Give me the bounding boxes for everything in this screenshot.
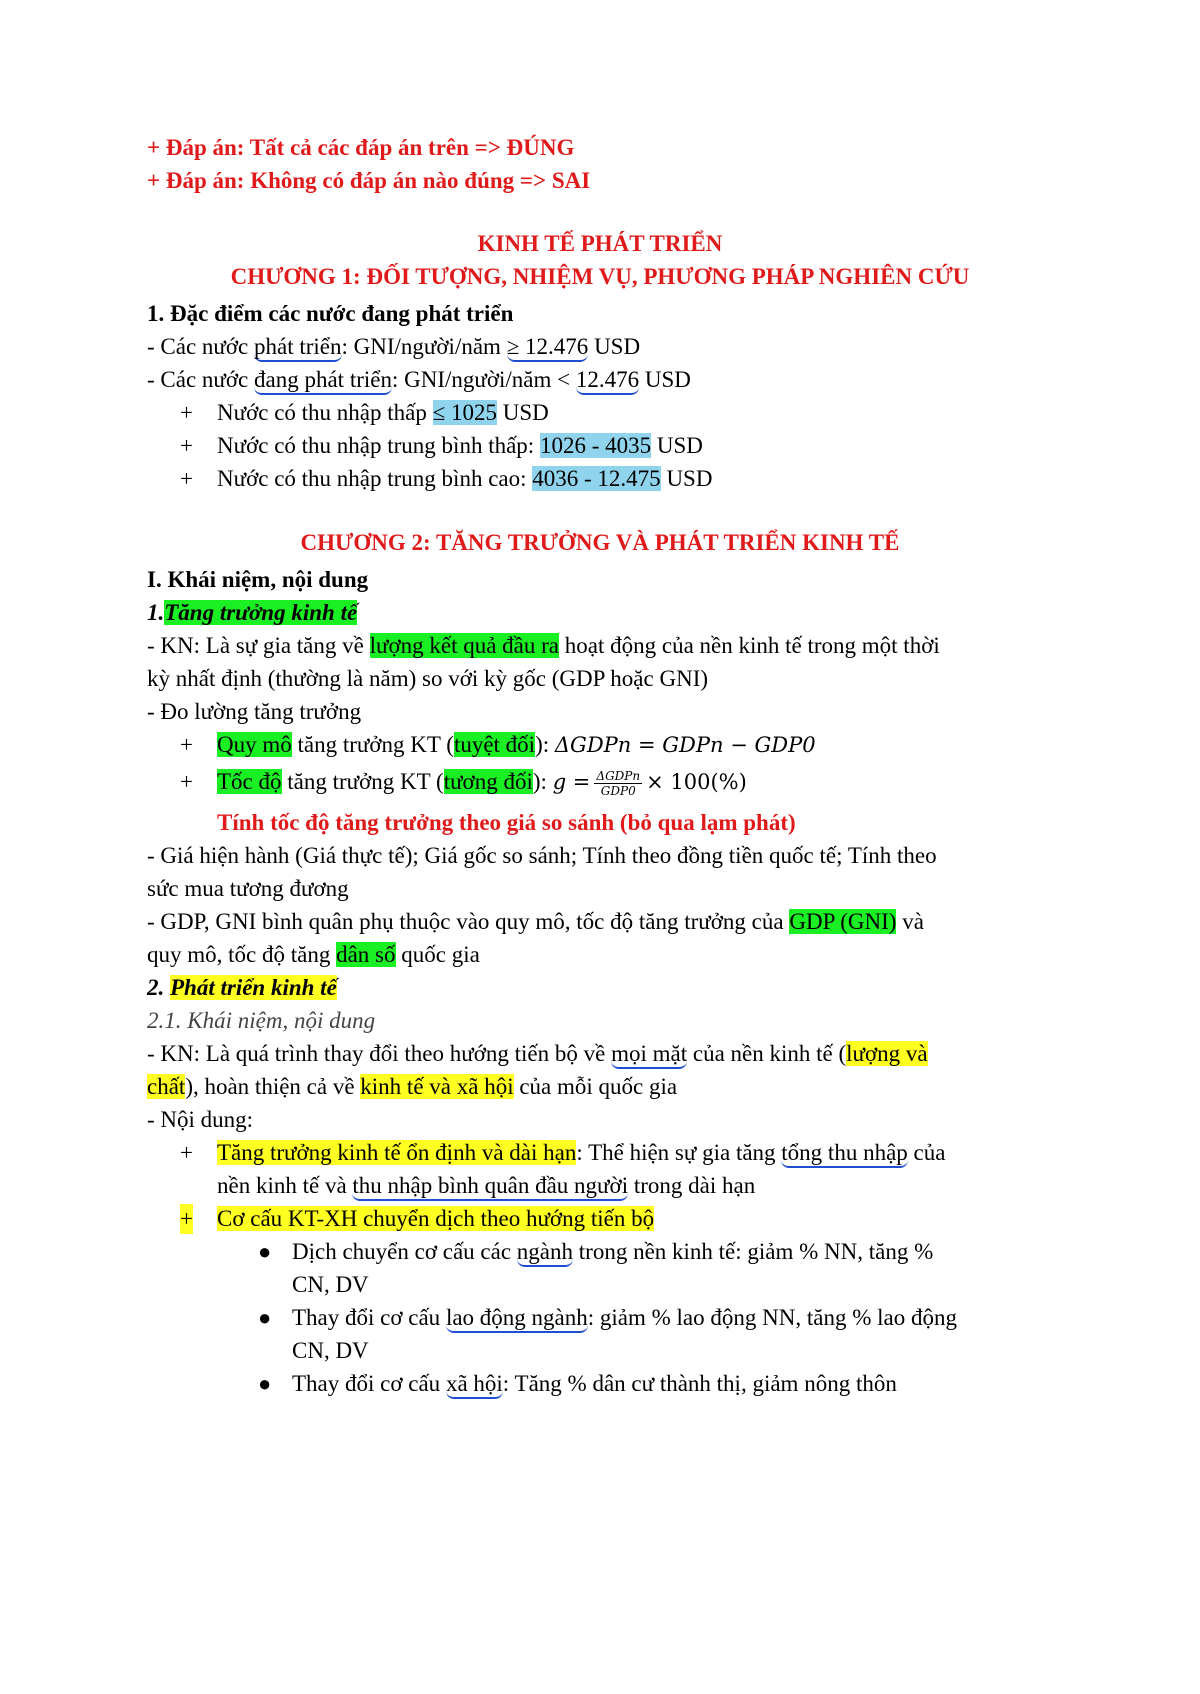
highlight: GDP (GNI) bbox=[789, 909, 897, 934]
underlined-term: tổng thu nhập bbox=[781, 1140, 908, 1168]
bullet-icon: ● bbox=[258, 1371, 272, 1396]
underlined-term: thu nhập bình quân đầu người bbox=[352, 1173, 628, 1201]
text: Nước có thu nhập thấp bbox=[217, 400, 433, 425]
plus-icon: + bbox=[180, 400, 193, 425]
text: và bbox=[896, 909, 924, 934]
text: USD bbox=[651, 433, 703, 458]
text: : Thể hiện sự gia tăng bbox=[576, 1140, 782, 1165]
fraction-numerator: ΔGDPn bbox=[596, 769, 641, 784]
text: - KN: Là quá trình thay đổi theo hướng tiến bộ về bbox=[147, 1041, 612, 1066]
stable-growth-line2 bbox=[217, 1171, 755, 1201]
text: quy mô, tốc độ tăng bbox=[147, 942, 337, 967]
text: : Tăng % dân cư thành thị, giảm nông thôn bbox=[502, 1371, 897, 1396]
highlight: dân số bbox=[336, 942, 396, 967]
rate-growth-line bbox=[217, 762, 747, 802]
formula: ΔGDPn = GDPn − GDP0 bbox=[554, 733, 816, 757]
text: hoạt động của nền kinh tế trong một thời bbox=[559, 633, 940, 658]
number: 1. bbox=[147, 600, 165, 625]
price-line2: sức mua tương đương bbox=[147, 876, 349, 901]
plus-icon: + bbox=[180, 1204, 193, 1234]
subsection-2-1-heading: 2.1. Khái niệm, nội dung bbox=[147, 1008, 376, 1033]
formula-tail: × 100(%) bbox=[646, 770, 747, 794]
fraction bbox=[594, 769, 642, 798]
plus-icon: + bbox=[180, 732, 193, 757]
text: tăng trưởng KT ( bbox=[281, 769, 444, 794]
text: - GDP, GNI bình quân phụ thuộc vào quy mô, tốc độ tăng trưởng của bbox=[147, 909, 790, 934]
underlined-term: đang phát triển bbox=[254, 367, 392, 395]
plus-icon: + bbox=[180, 1140, 193, 1165]
bullet2-line2: CN, DV bbox=[292, 1338, 369, 1363]
chapter1-title: CHƯƠNG 1: ĐỐI TƯỢNG, NHIỆM VỤ, PHƯƠNG PHÁP NGHIÊN CỨU bbox=[230, 264, 970, 289]
text: của mỗi quốc gia bbox=[513, 1074, 678, 1099]
plus-icon: + bbox=[180, 433, 193, 458]
highlight: chất bbox=[147, 1074, 186, 1099]
underlined-term: ngành bbox=[517, 1239, 573, 1267]
bullet3-line bbox=[292, 1369, 897, 1399]
text: ): bbox=[535, 732, 555, 757]
text: Nước có thu nhập trung bình thấp: bbox=[217, 433, 540, 458]
plus-icon: + bbox=[180, 769, 193, 794]
text: Thay đổi cơ cấu bbox=[292, 1371, 446, 1396]
section1-heading: 1. Đặc điểm các nước đang phát triển bbox=[147, 301, 514, 326]
text: USD bbox=[639, 367, 691, 392]
upper-middle-income-line bbox=[217, 464, 712, 494]
red-note: Tính tốc độ tăng trưởng theo giá so sánh (bỏ qua lạm phát) bbox=[217, 810, 796, 835]
price-line1: - Giá hiện hành (Giá thực tế); Giá gốc so sánh; Tính theo đồng tiền quốc tế; Tính theo bbox=[147, 843, 937, 868]
formula-g: g = bbox=[552, 770, 591, 794]
underlined-value: 12.476 bbox=[576, 367, 639, 395]
underlined-term: xã hội bbox=[446, 1371, 503, 1399]
underlined-value: ≥ 12.476 bbox=[507, 334, 589, 362]
bullet1-line1 bbox=[292, 1237, 933, 1267]
text: USD bbox=[496, 400, 549, 425]
growth-definition-line1 bbox=[147, 631, 940, 661]
bullet-icon: ● bbox=[258, 1239, 272, 1264]
highlight: tuyệt đối bbox=[453, 732, 536, 757]
text: trong nền kinh tế: giảm % NN, tăng % bbox=[573, 1239, 934, 1264]
subsection2-heading bbox=[147, 973, 337, 1003]
answer-note-2: + Đáp án: Không có đáp án nào đúng => SAI bbox=[147, 168, 591, 193]
underlined-term: mọi mặt bbox=[611, 1041, 687, 1069]
document-title: KINH TẾ PHÁT TRIỂN bbox=[477, 231, 723, 256]
underlined-term: phát triển bbox=[254, 334, 342, 362]
gdp-line2 bbox=[147, 940, 480, 970]
text: Thay đổi cơ cấu bbox=[292, 1305, 446, 1330]
lower-middle-income-line bbox=[217, 431, 703, 461]
stable-growth-line1 bbox=[217, 1138, 945, 1168]
highlight: Quy mô bbox=[217, 732, 292, 757]
development-definition-line2 bbox=[147, 1072, 677, 1102]
bullet-icon: ● bbox=[258, 1305, 272, 1330]
fraction-denominator: GDP0 bbox=[600, 784, 636, 799]
text: của nền kinh tế ( bbox=[687, 1041, 847, 1066]
highlight: Tăng trưởng kinh tế bbox=[164, 600, 358, 625]
text: ), hoàn thiện cả về bbox=[185, 1074, 361, 1099]
number: 2. bbox=[147, 975, 165, 1000]
text: của bbox=[907, 1140, 946, 1165]
text: : GNI/người/năm bbox=[341, 334, 507, 359]
text: : GNI/người/năm < bbox=[391, 367, 576, 392]
text: USD bbox=[588, 334, 641, 359]
highlight: lượng kết quả đầu ra bbox=[369, 633, 560, 658]
highlight: 1026 - 4035 bbox=[539, 433, 652, 458]
highlight: lượng và bbox=[846, 1041, 928, 1066]
text: Nước có thu nhập trung bình cao: bbox=[217, 466, 533, 491]
subsection1-heading bbox=[147, 598, 357, 628]
text: - Các nước bbox=[147, 334, 255, 359]
highlight: tương đối bbox=[443, 769, 533, 794]
section-I-heading: I. Khái niệm, nội dung bbox=[147, 567, 369, 592]
text: ): bbox=[532, 769, 553, 794]
highlight: Cơ cấu KT-XH chuyển dịch theo hướng tiến bộ bbox=[217, 1206, 655, 1231]
bullet2-line1 bbox=[292, 1303, 957, 1333]
text: quốc gia bbox=[395, 942, 480, 967]
text: tăng trưởng KT ( bbox=[291, 732, 454, 757]
text: trong dài hạn bbox=[628, 1173, 756, 1198]
highlight: Tốc độ bbox=[217, 769, 282, 794]
highlight: ≤ 1025 bbox=[432, 400, 497, 425]
answer-note-1: + Đáp án: Tất cả các đáp án trên => ĐÚNG bbox=[147, 135, 575, 160]
structure-shift-line bbox=[217, 1204, 654, 1234]
highlight: Phát triển kinh tế bbox=[170, 975, 337, 1000]
text: nền kinh tế và bbox=[217, 1173, 353, 1198]
developed-countries-line bbox=[147, 332, 640, 362]
growth-definition-line2: kỳ nhất định (thường là năm) so với kỳ gốc (GDP hoặc GNI) bbox=[147, 666, 709, 691]
developing-countries-line bbox=[147, 365, 691, 395]
highlight: kinh tế và xã hội bbox=[360, 1074, 514, 1099]
highlight: Tăng trưởng kinh tế ổn định và dài hạn bbox=[217, 1140, 577, 1165]
text: - KN: Là sự gia tăng về bbox=[147, 633, 370, 658]
chapter2-title: CHƯƠNG 2: TĂNG TRƯỞNG VÀ PHÁT TRIỂN KINH TẾ bbox=[300, 530, 900, 555]
scale-growth-line bbox=[217, 730, 816, 760]
gdp-line1 bbox=[147, 907, 924, 937]
plus-icon: + bbox=[180, 466, 193, 491]
bullet1-line2: CN, DV bbox=[292, 1272, 369, 1297]
text: USD bbox=[660, 466, 713, 491]
underlined-term: lao động ngành bbox=[446, 1305, 588, 1333]
content-heading: - Nội dung: bbox=[147, 1107, 254, 1132]
measurement-heading: - Đo lường tăng trưởng bbox=[147, 699, 362, 724]
development-definition-line1 bbox=[147, 1039, 928, 1069]
low-income-line bbox=[217, 398, 549, 428]
text: Dịch chuyển cơ cấu các bbox=[292, 1239, 517, 1264]
text: - Các nước bbox=[147, 367, 255, 392]
text: : giảm % lao động NN, tăng % lao động bbox=[587, 1305, 957, 1330]
highlight: 4036 - 12.475 bbox=[532, 466, 661, 491]
